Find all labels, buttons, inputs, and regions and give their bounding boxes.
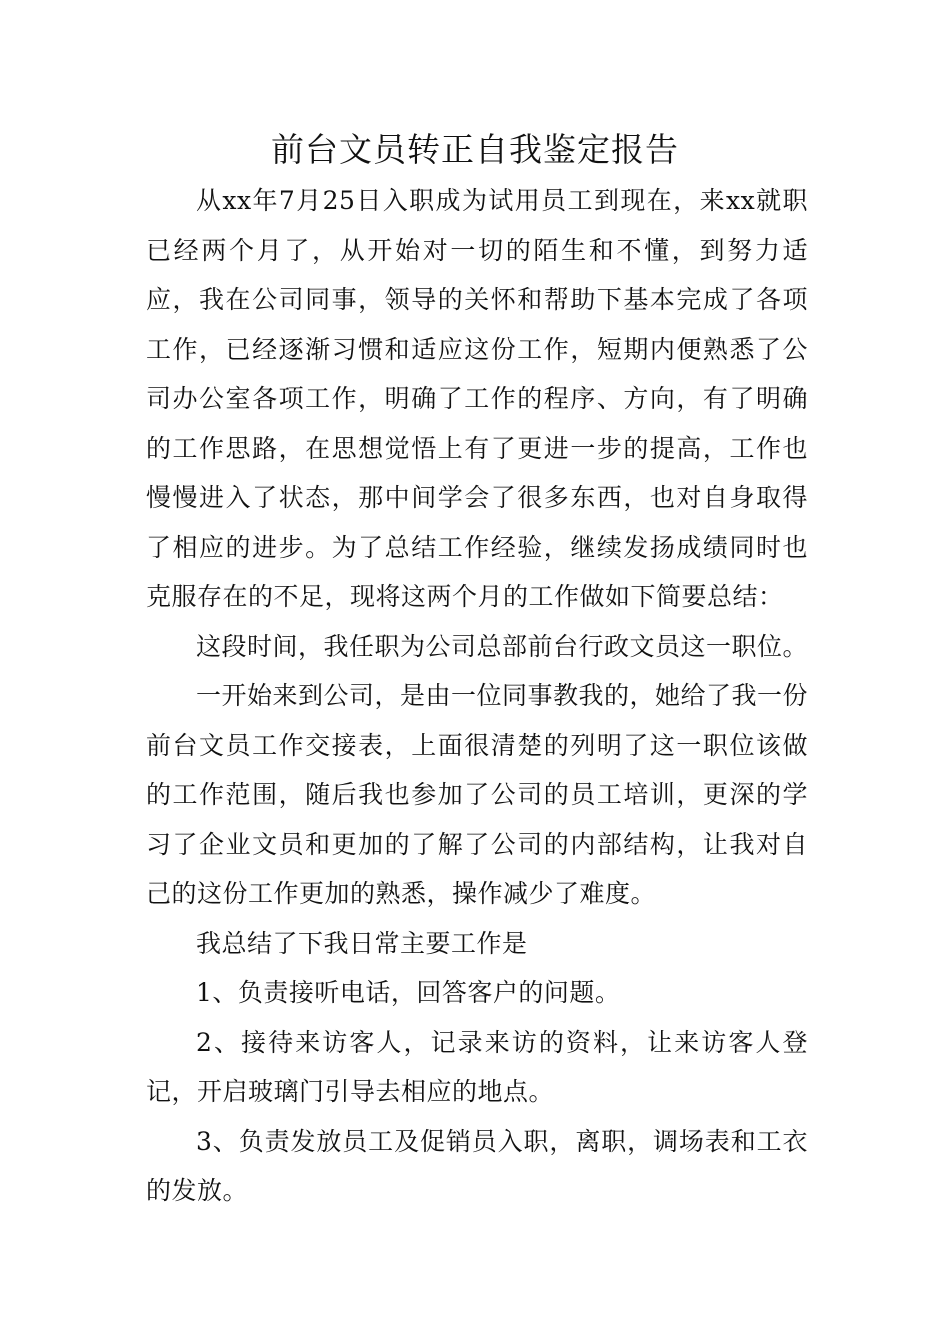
list-item: 3、负责发放员工及促销员入职，离职，调场表和工衣的发放。 [146,1126,808,1205]
paragraph: 从xx年7月25日入职成为试用员工到现在，来xx就职已经两个月了，从开始对一切的陌生和不懂，到努力适应，我在公司同事，领导的关怀和帮助下基本完成了各项工作，已经逐渐习惯和适应这份工作，短期内便熟悉了公司办公室各项工作，明确了工作的程序、方向，有了明确的工作思路，在思想觉悟上有了更进一步的提高，工作也慢慢进入了状态，那中间学会了很多东西，也对自身取得了相应的进步。为了总结工作经验，继续发扬成绩同时也克服存在的不足，现将这两个月的工作做如下简要总结： [146,186,808,611]
paragraph: 一开始来到公司，是由一位同事教我的，她给了我一份前台文员工作交接表，上面很清楚的列明了这一职位该做的工作范围，随后我也参加了公司的员工培训，更深的学习了企业文员和更加的了解了公司的内部结构，让我对自己的这份工作更加的熟悉，操作减少了难度。 [146,681,809,908]
document-title: 前台文员转正自我鉴定报告 [271,130,679,169]
paragraph: 我总结了下我日常主要工作是 [196,928,528,958]
list-item: 1、负责接听电话，回答客户的问题。 [196,978,621,1007]
paragraph: 这段时间，我任职为公司总部前台行政文员这一职位。 [196,631,809,661]
list-item: 2、接待来访客人，记录来访的资料，让来访客人登记，开启玻璃门引导去相应的地点。 [146,1027,808,1106]
document-body [146,176,808,1216]
